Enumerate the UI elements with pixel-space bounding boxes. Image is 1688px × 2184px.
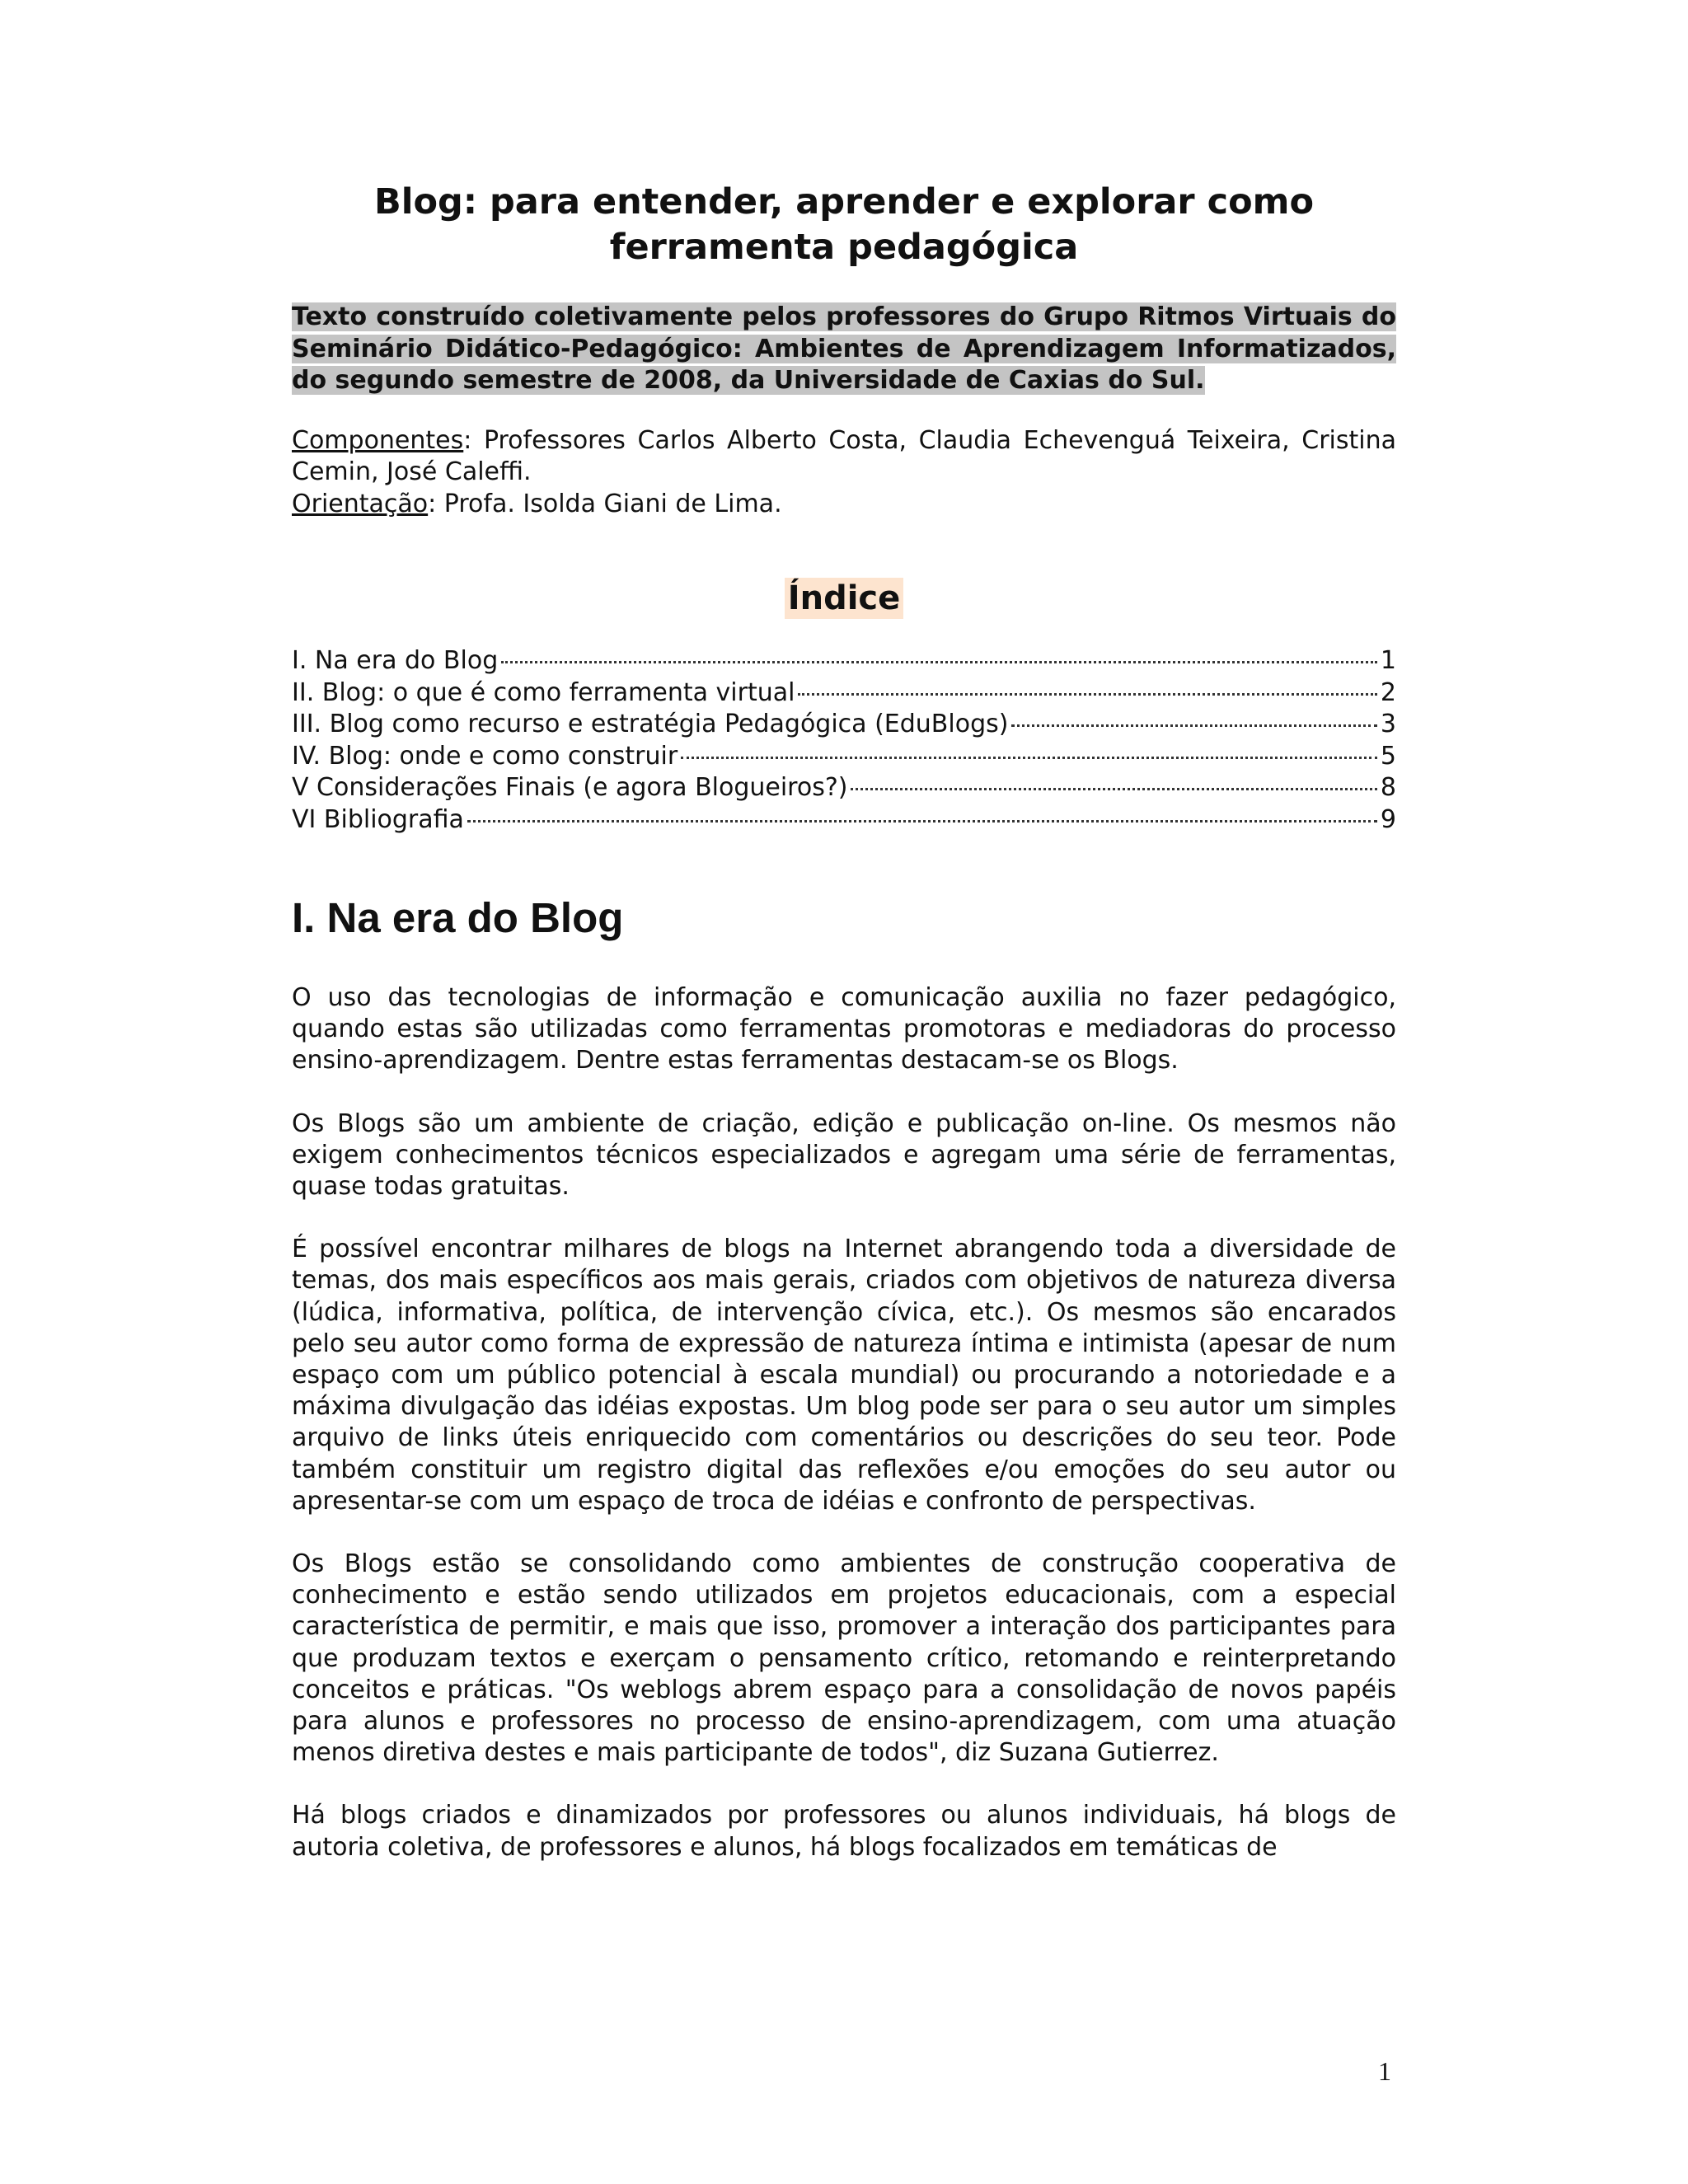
body-paragraph: É possível encontrar milhares de blogs na Internet abrangendo toda a diversidade de temas, dos mais específicos aos mais gerais, criados com objetivos de natureza diversa (lúdica, informativa, política, de intervenção cívica, etc.). Os mesmos são encarados pelo seu autor como forma de expressão de natureza íntima e intimista (apesar de num espaço com um público potencial à escala mundial) ou procurando a notoriedade e a máxima divulgação das idéias expostas. Um blog pode ser para o seu autor um simples arquivo de links úteis enriquecido com comentários ou descrições do seu teor. Pode também constituir um registro digital das reflexões e/ou emoções do seu autor ou apresentar-se com um espaço de troca de idéias e confronto de perspectivas. (292, 1235, 1396, 1516)
toc-entry[interactable] (292, 645, 1396, 677)
toc-entry-label: I. Na era do Blog (292, 646, 499, 675)
toc-entry-label: VI Bibliografia (292, 804, 464, 834)
credits-block (292, 425, 1396, 521)
toc-entry[interactable] (292, 772, 1396, 804)
toc-heading: Índice (785, 578, 904, 619)
orientation-label: Orientação (292, 489, 429, 518)
toc-leader-dots (681, 757, 1377, 759)
table-of-contents (292, 645, 1396, 836)
components-line (292, 425, 1396, 489)
toc-entry-page: 5 (1380, 741, 1396, 771)
intro-highlight-text: Texto construído coletivamente pelos professores do Grupo Ritmos Virtuais do Seminário Didático-Pedagógico: Ambientes de Aprendizagem Informatizados, do segundo semestre de 2008, da Universidade de Caxias do Sul. (292, 302, 1396, 395)
body-paragraph: Há blogs criados e dinamizados por professores ou alunos individuais, há blogs de autoria coletiva, de professores e alunos, há blogs focalizados em temáticas de (292, 1801, 1396, 1862)
orientation-text: : Profa. Isolda Giani de Lima. (428, 489, 782, 518)
toc-entry-label: V Considerações Finais (e agora Blogueiros?) (292, 773, 848, 802)
toc-leader-dots (1011, 724, 1376, 727)
toc-leader-dots (798, 693, 1376, 696)
toc-heading-wrap (292, 578, 1396, 619)
toc-entry[interactable] (292, 677, 1396, 710)
intro-paragraph (292, 302, 1396, 397)
toc-entry-page: 9 (1380, 804, 1396, 834)
toc-entry-label: II. Blog: o que é como ferramenta virtual (292, 677, 795, 707)
page-content (292, 180, 1396, 1863)
toc-leader-dots (501, 661, 1377, 663)
body-paragraph: O uso das tecnologias de informação e comunicação auxilia no fazer pedagógico, quando estas são utilizadas como ferramentas promotoras e mediadoras do processo ensino-aprendizagem. Dentre estas ferramentas destacam-se os Blogs. (292, 983, 1396, 1076)
toc-entry-page: 1 (1380, 646, 1396, 675)
toc-entry-page: 2 (1380, 677, 1396, 707)
toc-leader-dots (467, 820, 1377, 823)
orientation-line (292, 489, 1396, 521)
components-text: : Professores Carlos Alberto Costa, Claudia Echevenguá Teixeira, Cristina Cemin, José Caleffi. (292, 425, 1396, 486)
section-body (292, 982, 1396, 1863)
toc-entry-label: III. Blog como recurso e estratégia Pedagógica (EduBlogs) (292, 710, 1009, 738)
toc-leader-dots (851, 788, 1376, 790)
toc-entry[interactable] (292, 709, 1396, 741)
title-line-2: ferramenta pedagógica (609, 227, 1079, 268)
document-title (292, 180, 1396, 270)
section-heading: I. Na era do Blog (292, 894, 624, 941)
toc-entry-label: IV. Blog: onde e como construir (292, 741, 678, 771)
body-paragraph: Os Blogs estão se consolidando como ambientes de construção cooperativa de conhecimento e estão sendo utilizados em projetos educacionais, com a especial característica de permitir, e mais que isso, promover a interação dos participantes para que produzam textos e exerçam o pensamento crítico, retomando e reinterpretando conceitos e práticas. "Os weblogs abrem espaço para a consolidação de novos papéis para alunos e professores no processo de ensino-aprendizagem, com uma atuação menos diretiva destes e mais participante de todos", diz Suzana Gutierrez. (292, 1549, 1396, 1768)
toc-entry-page: 3 (1380, 710, 1396, 738)
toc-entry-page: 8 (1380, 773, 1396, 802)
body-paragraph: Os Blogs são um ambiente de criação, edição e publicação on-line. Os mesmos não exigem conhecimentos técnicos especializados e agregam uma série de ferramentas, quase todas gratuitas. (292, 1108, 1396, 1202)
page-number: 1 (1378, 2056, 1391, 2086)
components-label: Componentes (292, 425, 464, 455)
toc-entry[interactable] (292, 804, 1396, 837)
title-line-1: Blog: para entender, aprender e explorar como (373, 181, 1314, 223)
toc-entry[interactable] (292, 741, 1396, 773)
